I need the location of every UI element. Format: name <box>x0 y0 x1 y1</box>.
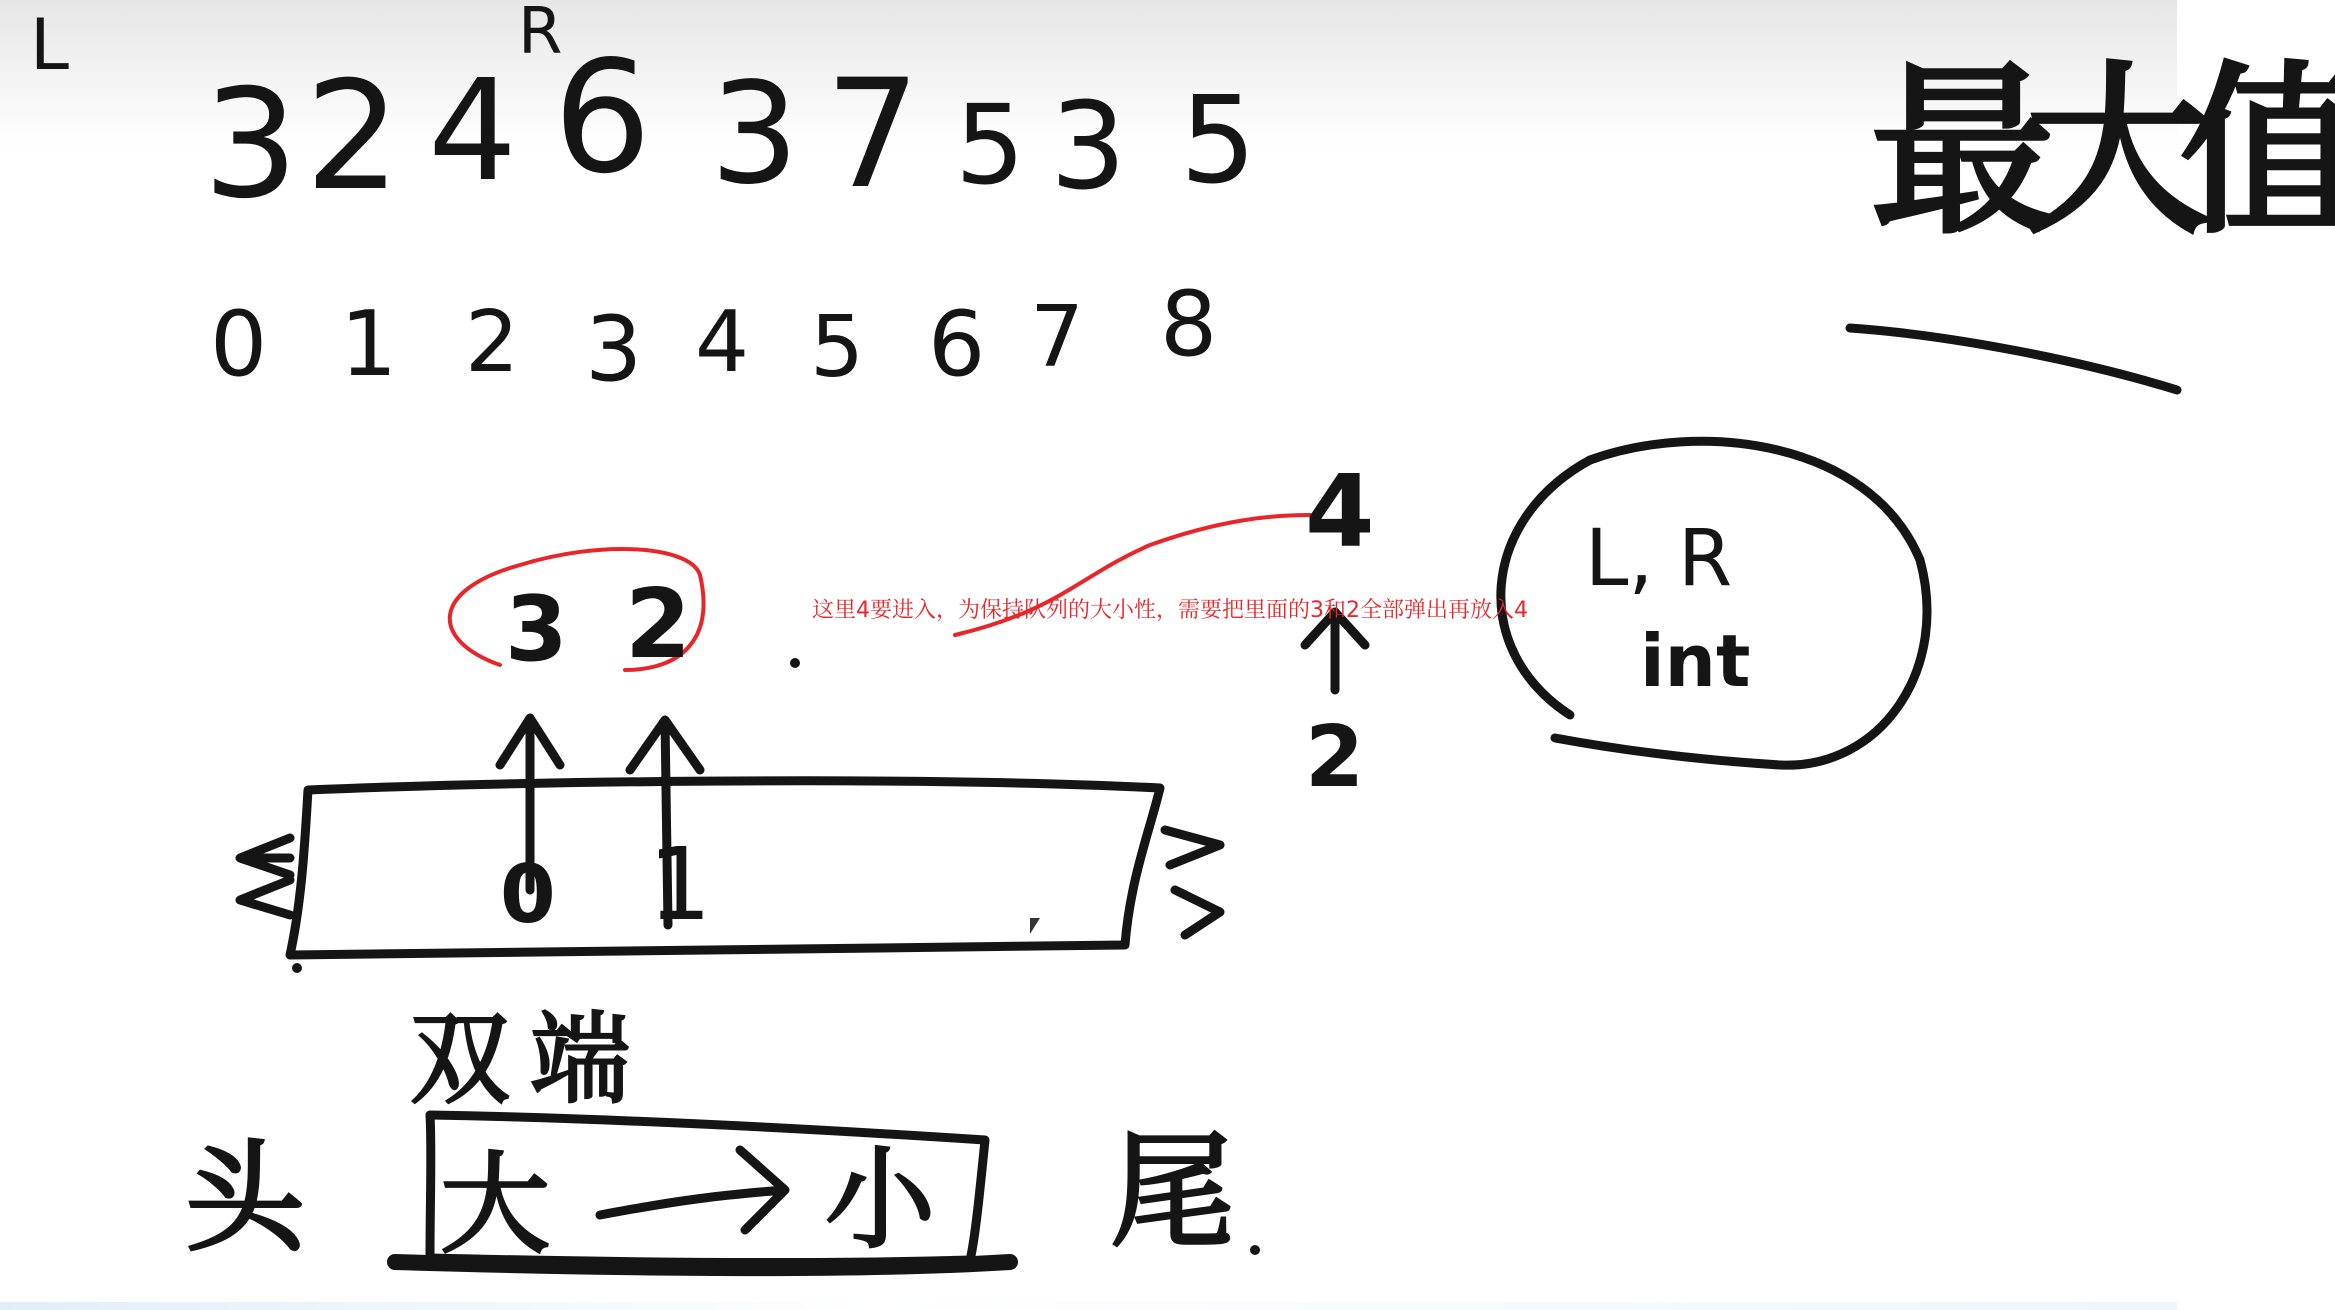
left-double-arrow <box>240 838 290 915</box>
annotation-note: 这里4要进入，为保持队列的大小性，需要把里面的3和2全部弹出再放入4 <box>812 598 1528 623</box>
array-index: 7 <box>1030 288 1085 387</box>
array-value: 3 <box>710 53 800 216</box>
array-value: 5 <box>1180 72 1257 211</box>
array-value: 5 <box>955 81 1025 209</box>
order-small-label: 小 <box>825 1136 935 1264</box>
array-index: 8 <box>1160 272 1218 377</box>
array-index: 1 <box>340 292 398 397</box>
popped-value: 2 <box>625 570 692 680</box>
array-index: 5 <box>810 298 865 397</box>
mouse-cursor-icon <box>1030 918 1040 934</box>
deque-label: 双端 <box>410 1001 650 1118</box>
array-value: 7 <box>825 48 921 222</box>
queue-index: 1 <box>648 826 712 943</box>
label-L: L <box>30 4 69 86</box>
array-value: 6 <box>553 27 652 208</box>
tail-label: 尾 <box>1110 1120 1235 1265</box>
array-value: 2 <box>305 50 401 224</box>
title-underline <box>1850 328 2177 390</box>
circle-text-line2: int <box>1640 619 1751 703</box>
ink-dot-2 <box>1250 1245 1260 1255</box>
array-index: 4 <box>695 293 750 392</box>
array-index: 6 <box>928 292 986 397</box>
bottom-strip <box>0 1302 2177 1310</box>
label-R: R <box>518 0 563 69</box>
popped-value: 3 <box>505 577 568 682</box>
queue-index: 0 <box>500 848 556 941</box>
circle-text-line1: L, R <box>1585 514 1733 604</box>
array-value: 3 <box>203 58 299 232</box>
big-to-small-arrow <box>600 1150 785 1230</box>
right-double-arrow <box>1165 830 1220 935</box>
incoming-value: 4 <box>1305 453 1375 570</box>
ink-dot-3 <box>292 963 302 973</box>
array-value: 3 <box>1050 78 1127 217</box>
array-index: 0 <box>210 292 268 397</box>
title-fragment: 最大值 <box>1870 44 2335 260</box>
ink-dot-1 <box>790 658 800 668</box>
order-big-label: 大 <box>440 1141 550 1269</box>
array-index: 3 <box>585 297 643 402</box>
array-value: 4 <box>428 50 518 213</box>
incoming-index: 2 <box>1305 708 1365 807</box>
array-index: 2 <box>465 293 520 392</box>
head-label: 头 <box>185 1130 305 1269</box>
